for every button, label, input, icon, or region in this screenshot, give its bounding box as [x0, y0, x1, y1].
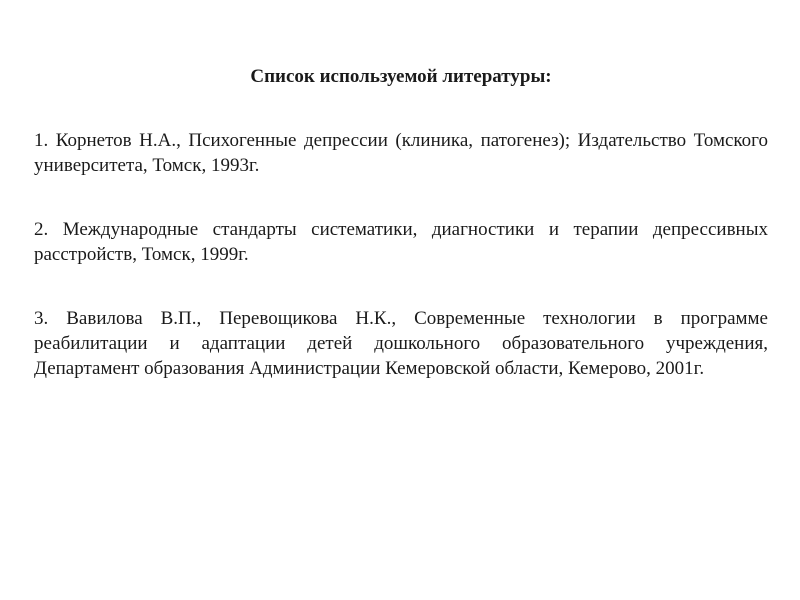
page-title: Список используемой литературы: — [250, 66, 552, 87]
reference-item-1: 1. Корнетов Н.А., Психогенные депрессии (клиника, патогенез); Издательство Томского университета, Томск, 1993г. — [34, 130, 768, 176]
reference-item-3: 3. Вавилова В.П., Перевощикова Н.К., Современные технологии в программе реабилитации и адаптации детей дошкольного образовательного учреждения, Департамент образования Администрации Кемеровской области, Кемерово, 2001г. — [34, 308, 768, 379]
reference-item-2: 2. Международные стандарты систематики, диагностики и терапии депрессивных расстройств, Томск, 1999г. — [34, 219, 768, 265]
